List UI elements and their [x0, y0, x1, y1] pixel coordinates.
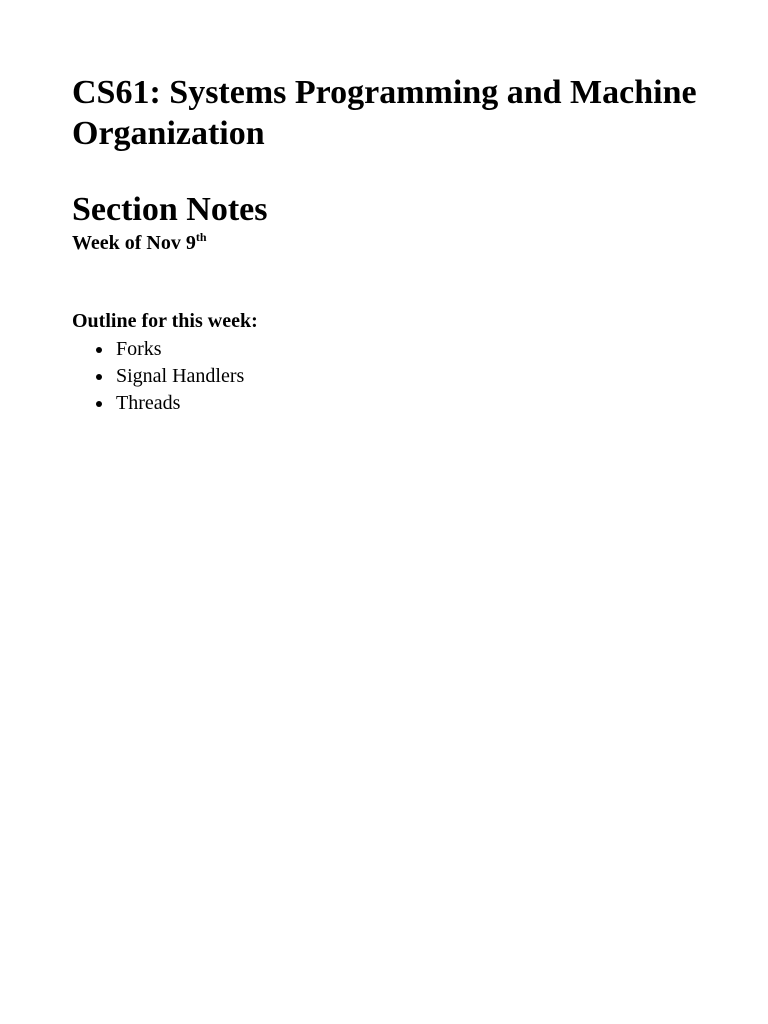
bullet-icon — [96, 374, 102, 380]
outline-item-label: Signal Handlers — [116, 365, 245, 387]
outline-item-threads — [72, 390, 712, 417]
outline-item-label: Forks — [116, 338, 162, 360]
bullet-icon — [96, 401, 102, 407]
section-title: Section Notes — [72, 191, 268, 228]
outline-item-label: Threads — [116, 392, 181, 414]
outline-list — [72, 336, 712, 417]
bullet-icon — [96, 347, 102, 353]
outline-item-signal-handlers — [72, 363, 712, 390]
document-title: CS61: Systems Programming and Machine Organization — [72, 74, 697, 152]
outline-heading: Outline for this week: — [72, 310, 258, 332]
week-superscript: th — [195, 230, 207, 244]
week-line — [72, 230, 712, 256]
outline-item-forks — [72, 336, 712, 363]
week-label: Week of Nov 9 — [72, 232, 196, 254]
document-page — [72, 72, 712, 417]
